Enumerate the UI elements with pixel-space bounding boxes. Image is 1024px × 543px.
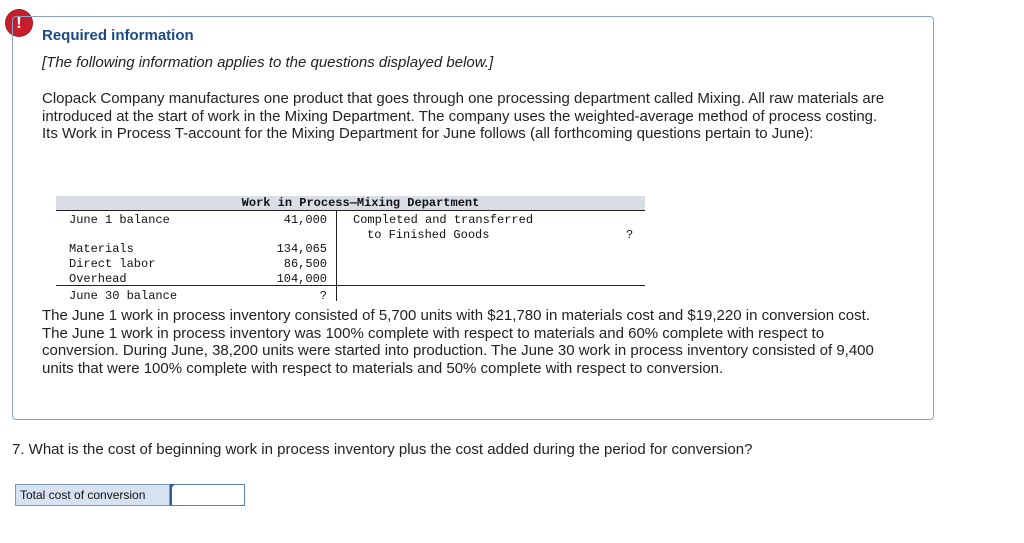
debit-label: Materials xyxy=(69,242,134,256)
answer-row xyxy=(15,484,245,506)
question-text: 7. What is the cost of beginning work in process inventory plus the cost added during the period for conversion? xyxy=(12,441,753,458)
total-cost-of-conversion-input[interactable] xyxy=(170,484,245,506)
t-account-top-rule xyxy=(56,210,645,211)
input-marker-icon xyxy=(170,484,175,489)
credit-label: Completed and transferred xyxy=(353,213,534,227)
alert-icon: ! xyxy=(6,10,32,36)
debit-label: June 1 balance xyxy=(69,213,170,227)
t-account-bottom-rule xyxy=(56,285,645,286)
info-subtitle: [The following information applies to the questions displayed below.] xyxy=(42,54,494,71)
t-account-title: Work in Process—Mixing Department xyxy=(241,196,480,210)
debit-value: 41,000 xyxy=(283,213,327,227)
answer-label: Total cost of conversion xyxy=(15,484,170,506)
details-paragraph: The June 1 work in process inventory consisted of 5,700 units with $21,780 in materials cost and $19,220 in conversion cost. The June 1 work in process inventory was 100% complete with respect to materials and 60% complete with respect to conversion. During June, 38,200 units were started into production. The June 30 work in process inventory consisted of 9,400 units that were 100% complete with respect to materials and 50% complete with respect to conversion. xyxy=(42,307,874,377)
debit-value: ? xyxy=(319,289,327,303)
debit-label: Overhead xyxy=(69,272,127,286)
intro-paragraph: Clopack Company manufactures one product that goes through one processing department called Mixing. All raw materials are introduced at the start of work in the Mixing Department. The company uses the weighted-average method of process costing. Its Work in Process T-account for the Mixing Department for June follows (all forthcoming questions pertain to June): xyxy=(42,90,885,142)
debit-value: 104,000 xyxy=(276,272,327,286)
debit-label: June 30 balance xyxy=(69,289,178,303)
credit-label-continued: to Finished Goods xyxy=(367,228,490,242)
credit-value: ? xyxy=(626,228,634,242)
answer-input-wrapper xyxy=(170,484,245,506)
work-in-process-t-account xyxy=(56,196,645,306)
debit-value: 134,065 xyxy=(276,242,327,256)
t-account-divider xyxy=(336,210,337,301)
debit-label: Direct labor xyxy=(69,257,156,271)
info-title: Required information xyxy=(42,27,194,44)
debit-value: 86,500 xyxy=(283,257,327,271)
